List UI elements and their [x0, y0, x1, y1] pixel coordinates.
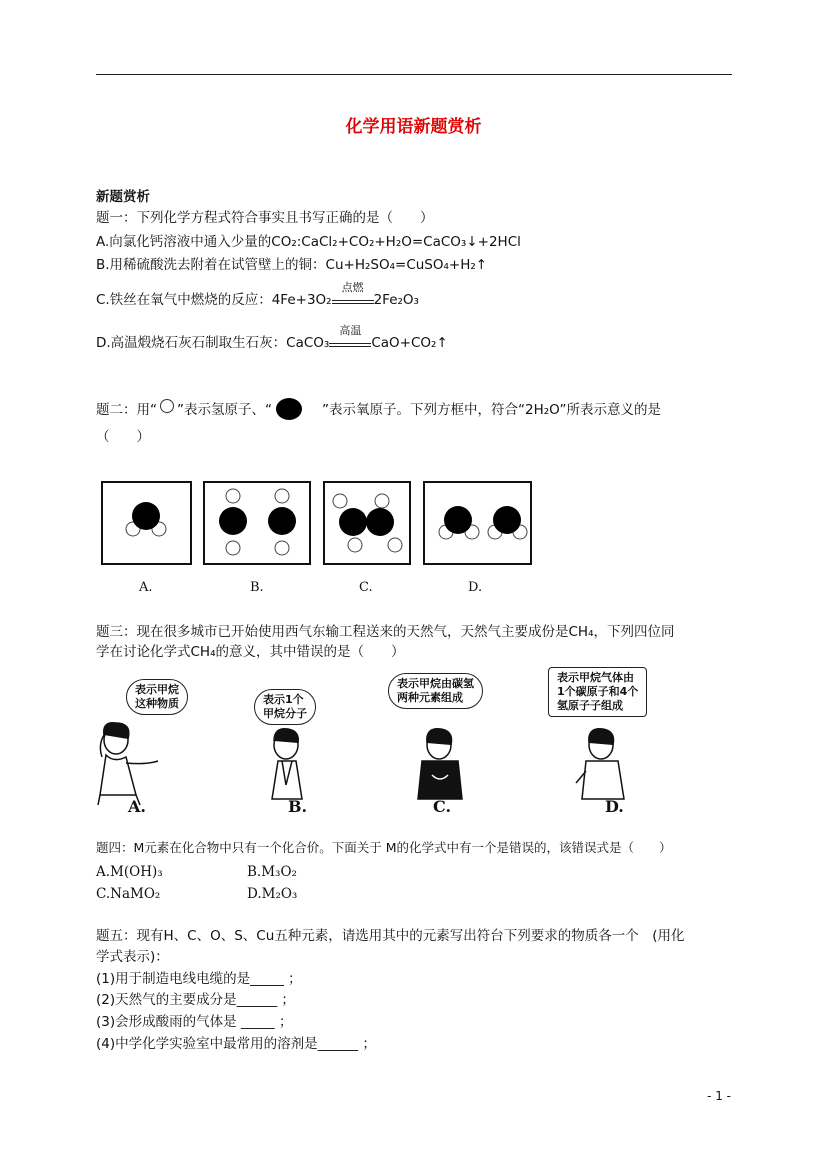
- bubble-c-line2: 两种元素组成: [397, 691, 463, 704]
- q2-label-c: C.: [359, 580, 373, 595]
- molecule-c: [333, 494, 402, 552]
- q5-stem-line2: 学式表示)：: [96, 949, 169, 965]
- q1-option-a: A.向氯化钙溶液中通入少量的CO₂:CaCl₂+CO₂+H₂O=CaCO₃↓+2HCl: [96, 234, 521, 250]
- q2-label-b: B.: [250, 580, 264, 595]
- bubble-b-line1: 表示1个: [263, 693, 304, 706]
- q2-stem-part2: ”表示氢原子、“: [177, 402, 272, 418]
- page-title: 化学用语新题赏析: [345, 117, 482, 137]
- q3-stem-line1: 题三：现在很多城市已开始使用西气东输工程送来的天然气，天然气主要成份是CH₄，下列四位同: [96, 624, 675, 640]
- bubble-a-line2: 这种物质: [135, 697, 179, 710]
- q5-item-1: (1)用于制造电线电缆的是_____ ；: [96, 971, 302, 987]
- q5-stem-line1: 题五：现有H、C、O、S、Cu五种元素，请选用其中的元素写出符台下列要求的物质各一个 (用化: [96, 928, 685, 944]
- q3-label-c: C.: [433, 797, 452, 816]
- page-number: - 1 -: [707, 1089, 731, 1103]
- molecule-b: [219, 489, 296, 555]
- q2-stem-part1: 题二：用“: [96, 402, 157, 418]
- q1-d-condition: 高温: [339, 324, 362, 337]
- molecule-d: [439, 506, 527, 539]
- q4-option-c: C.NaMO₂: [96, 886, 161, 902]
- q4-option-b: B.M₃O₂: [247, 864, 297, 880]
- q2-stem-part3: ”表示氧原子。下列方框中，符合“2H₂O”所表示意义的是: [322, 402, 662, 418]
- speech-bubble-d: [548, 667, 647, 717]
- q1-option-b: B.用稀硫酸洗去附着在试管壁上的铜：Cu+H₂SO₄=CuSO₄+H₂↑: [96, 257, 488, 273]
- q1-c-suffix: 2Fe₂O₃: [373, 292, 419, 308]
- molecule-a: [126, 502, 166, 536]
- q1-d-suffix: CaO+CO₂↑: [371, 335, 448, 351]
- q5-item-4: (4)中学化学实验室中最常用的溶剂是______ ；: [96, 1036, 376, 1052]
- speech-bubble-a: [126, 679, 188, 715]
- q4-stem: 题四：M元素在化合物中只有一个化合价。下面关于 M的化学式中有一个是错误的，该错误式是（ ）: [96, 840, 672, 855]
- q3-label-b: B.: [288, 797, 308, 816]
- bubble-a-line1: 表示甲烷: [135, 683, 179, 696]
- student-c: [418, 729, 462, 799]
- bubble-d-line2: 1个碳原子和4个: [557, 685, 639, 698]
- student-d: [576, 729, 624, 799]
- bubble-c-line1: 表示甲烷由碳氢: [397, 677, 474, 690]
- q4-option-d: D.M₂O₃: [247, 886, 298, 902]
- q5-item-3: (3)会形成酸雨的气体是 _____ ；: [96, 1014, 293, 1030]
- q2-label-d: D.: [468, 580, 483, 595]
- q4-option-a: A.M(OH)₃: [96, 864, 163, 880]
- q2-stem-blank: （ ）: [96, 429, 150, 445]
- q3-stem-line2: 学在讨论化学式CH₄的意义，其中错误的是（ ）: [96, 644, 405, 660]
- q3-label-d: D.: [605, 797, 624, 816]
- speech-bubble-b: [254, 689, 316, 725]
- bubble-d-line3: 氢原子子组成: [557, 699, 623, 712]
- q3-label-a: A.: [128, 797, 146, 816]
- q1-d-prefix: D.高温煅烧石灰石制取生石灰：CaCO₃: [96, 335, 330, 351]
- bubble-d-line1: 表示甲烷气体由: [557, 671, 634, 684]
- bubble-b-line2: 甲烷分子: [263, 707, 307, 720]
- speech-bubble-c: [388, 673, 483, 709]
- students-illustration: [96, 665, 648, 819]
- q2-label-a: A.: [139, 580, 153, 595]
- section-heading: 新题赏析: [96, 189, 150, 205]
- q1-c-prefix: C.铁丝在氧气中燃烧的反应：4Fe+3O₂: [96, 292, 332, 308]
- q5-item-2: (2)天然气的主要成分是______ ；: [96, 992, 295, 1008]
- q1-c-condition: 点燃: [341, 281, 364, 294]
- student-a: [98, 723, 158, 805]
- student-b: [272, 729, 302, 799]
- q1-stem: 题一：下列化学方程式符合事实且书写正确的是（ ）: [96, 210, 434, 226]
